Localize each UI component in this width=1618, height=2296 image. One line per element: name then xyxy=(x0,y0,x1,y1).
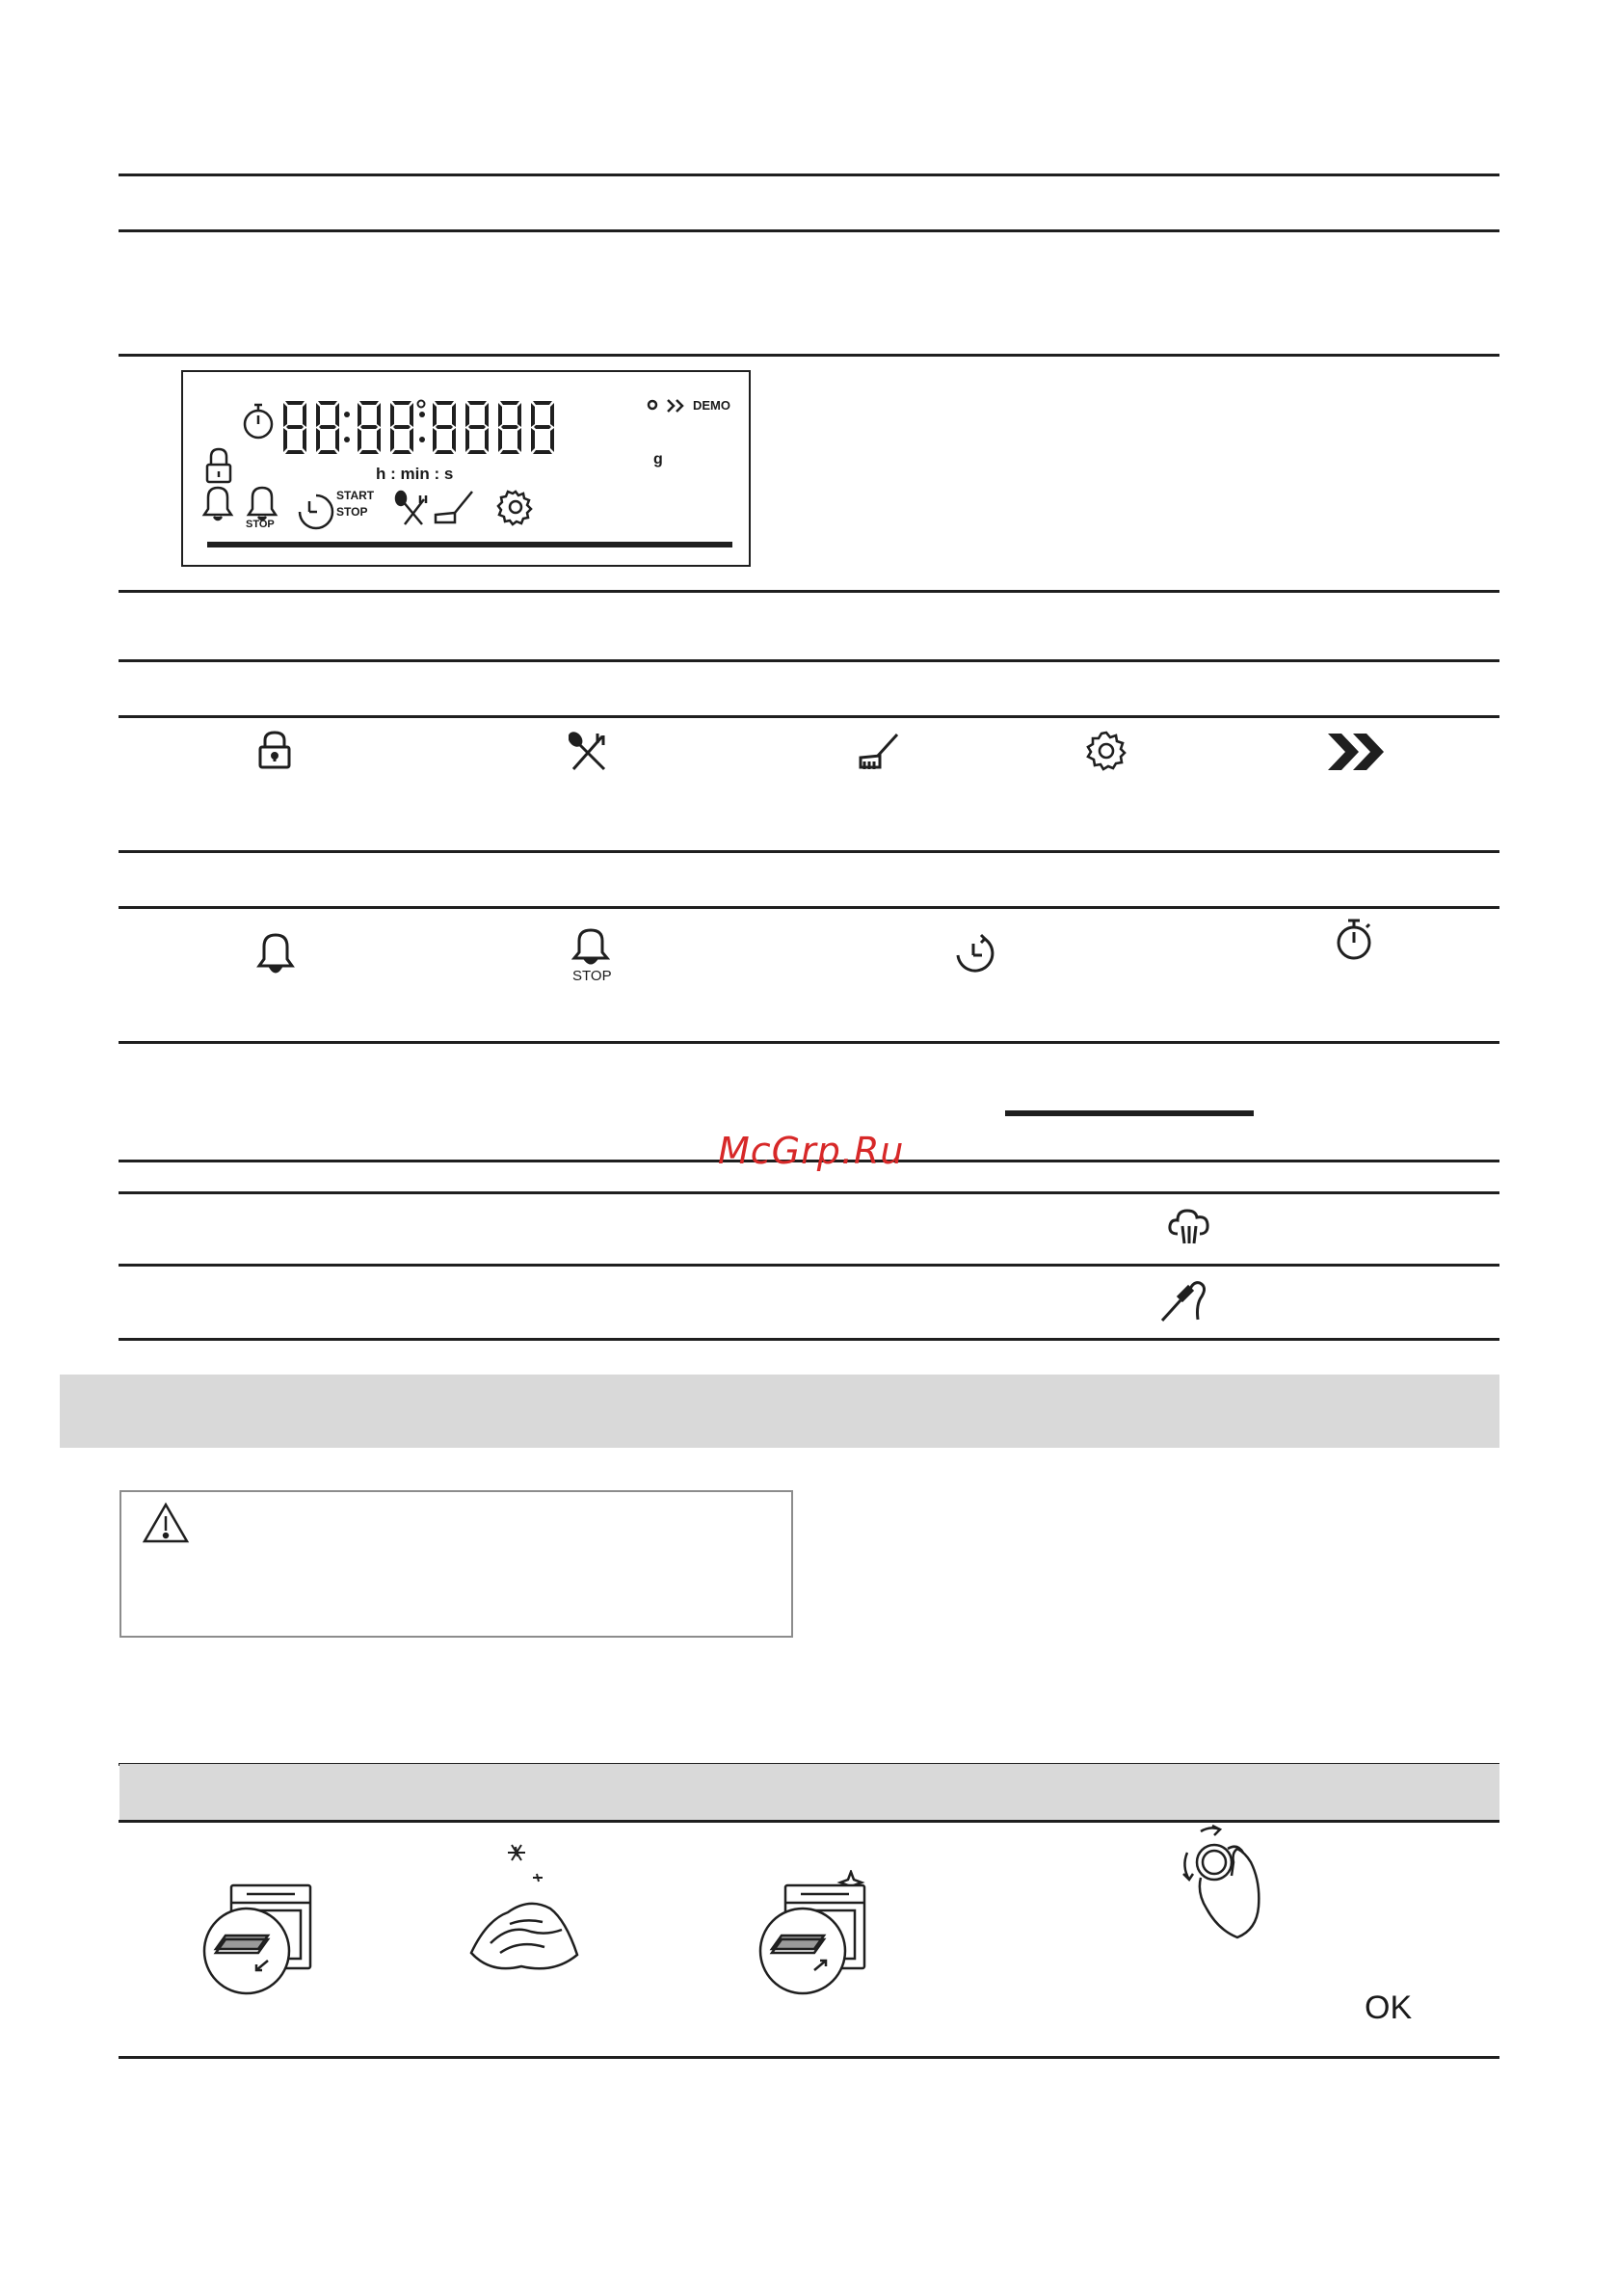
hand-turn-knob-icon xyxy=(1168,1824,1413,2026)
rule xyxy=(119,906,1499,909)
cutlery-icon xyxy=(569,732,609,772)
rule xyxy=(119,174,1499,176)
demo-chevron-icon xyxy=(668,400,682,412)
clock-arrow-icon xyxy=(953,932,997,976)
watermark-text: McGrp.Ru xyxy=(718,1130,905,1172)
gear-icon xyxy=(1085,730,1127,772)
warning-triangle-icon xyxy=(142,1502,190,1549)
stopwatch-icon xyxy=(1335,918,1373,962)
brush-icon xyxy=(857,733,901,773)
hand-cleaning-icon xyxy=(462,1839,587,1984)
lock-icon xyxy=(256,730,293,770)
brush-icon xyxy=(436,492,472,522)
rule xyxy=(119,1264,1499,1267)
grams-unit: g xyxy=(653,451,663,467)
bell-icon xyxy=(204,488,231,520)
steam-icon xyxy=(1166,1205,1212,1249)
rule xyxy=(119,229,1499,232)
stop-label: STOP xyxy=(336,505,368,519)
clock-arrow-icon xyxy=(300,495,332,528)
display-panel xyxy=(181,370,751,567)
rule xyxy=(119,2056,1499,2059)
rule xyxy=(119,1820,1499,1823)
ok-button-label: OK xyxy=(1365,1989,1413,2026)
rule xyxy=(119,850,1499,853)
bell-icon xyxy=(256,931,295,975)
rule xyxy=(119,1338,1499,1341)
bell-stop-label: STOP xyxy=(246,519,275,530)
time-units-label: h : min : s xyxy=(376,465,454,483)
oven-remove-trays-icon xyxy=(199,1882,316,1997)
demo-label: DEMO xyxy=(693,398,730,413)
display-graphic xyxy=(183,372,753,569)
bell-stop-icon xyxy=(571,927,612,984)
bell-stop-label: STOP xyxy=(572,968,612,984)
start-label: START xyxy=(336,489,375,502)
segment-digits xyxy=(283,401,554,454)
section-header-band xyxy=(60,1375,1499,1448)
rule xyxy=(119,590,1499,593)
bell-stop-icon xyxy=(249,488,276,520)
cutlery-icon xyxy=(396,492,426,524)
rule xyxy=(119,1041,1499,1044)
warning-box xyxy=(119,1490,793,1638)
rule xyxy=(119,1191,1499,1194)
double-chevron-icon xyxy=(1326,732,1388,772)
rule xyxy=(119,659,1499,662)
rule xyxy=(119,354,1499,357)
table-header-band xyxy=(119,1764,1499,1820)
lock-icon xyxy=(207,449,230,482)
oven-insert-trays-icon xyxy=(756,1870,874,1997)
rule xyxy=(119,715,1499,718)
stopwatch-icon xyxy=(245,405,272,438)
gear-icon xyxy=(498,492,531,524)
meat-probe-icon xyxy=(1159,1279,1209,1323)
progress-bar-indicator xyxy=(1005,1110,1254,1116)
